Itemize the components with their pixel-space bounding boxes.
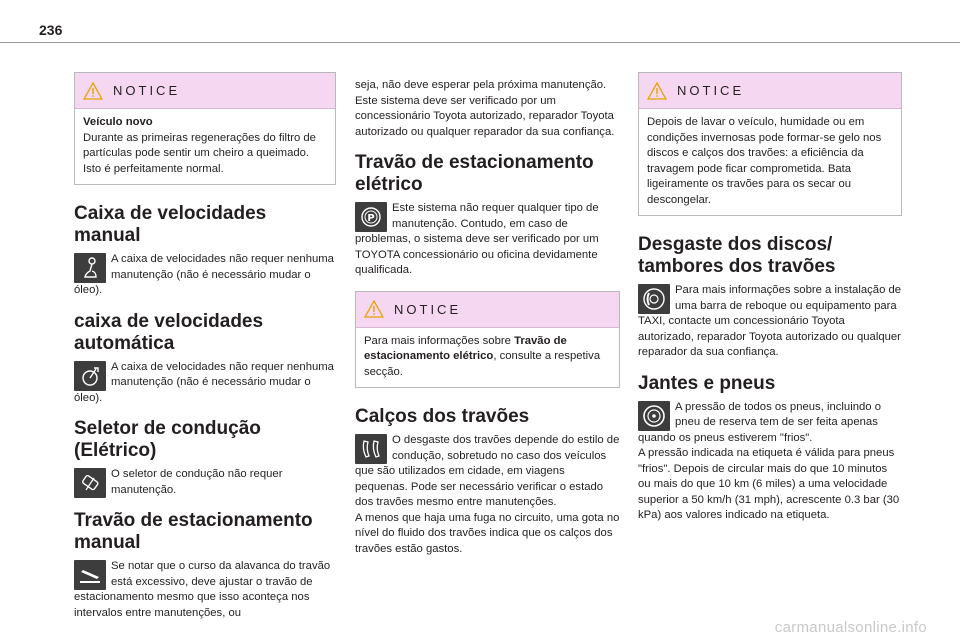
notice-bold: Veículo novo <box>83 116 153 128</box>
section-title: caixa de velocidades automática <box>74 310 264 354</box>
notice-header <box>639 73 901 109</box>
section-text: A caixa de velocidades não requer nenhuma manutenção (não é necessário mudar o óleo). <box>74 360 334 404</box>
notice-text: Depois de lavar o veículo, humidade ou em condições invernosas pode formar-se gelo nos discos e calços dos travões: a eficiência da travagem pode ficar comprometida. Bata ligeiramente os travões para os secar ou descongelar. <box>647 116 882 206</box>
notice-body <box>356 328 619 388</box>
column-3 <box>638 72 902 536</box>
parking-brake-lever-icon <box>74 560 106 590</box>
section-electric-parking-brake <box>355 152 620 279</box>
manual-gearbox-icon <box>74 253 106 283</box>
section-manual-gearbox <box>74 203 336 299</box>
drive-selector-icon <box>74 468 106 498</box>
warning-icon <box>647 82 667 100</box>
warning-icon <box>83 82 103 100</box>
notice-text-pre: Para mais informações sobre <box>364 334 515 347</box>
notice-bold: Travão de estacionamento elétrico <box>364 334 567 362</box>
notice-title: NOTICE <box>677 83 745 98</box>
section-text: A pressão de todos os pneus, incluindo o pneu de reserva tem de ser feita apenas quando os pneus estiverem "frios". <box>638 400 881 444</box>
notice-box <box>74 72 336 185</box>
warning-icon <box>364 300 384 318</box>
section-title: Calços dos travões <box>355 406 530 427</box>
svg-text:P: P <box>367 213 375 224</box>
section-title: Jantes e pneus <box>638 372 776 394</box>
section-title: Seletor de condução (Elétrico) <box>74 418 261 461</box>
notice-box <box>355 291 620 389</box>
section-text: Para mais informações sobre a instalação de uma barra de reboque ou equipamento para TAXI, contacte um concessionário Toyota autorizado, reparador Toyota autorizado ou qualquer reparador da sua confiança. <box>638 284 902 358</box>
notice-body <box>75 109 335 184</box>
section-automatic-gearbox <box>74 311 336 407</box>
section-title: Travão de estacionamento elétrico <box>355 152 594 195</box>
section-text: O seletor de condução não requer manutenção. <box>111 468 283 496</box>
continued-text: seja, não deve esperar pela próxima manutenção. <box>355 79 607 91</box>
section-title: Desgaste dos discos/ tambores dos travões <box>638 234 836 277</box>
notice-title: NOTICE <box>113 83 181 98</box>
section-text: O desgaste dos travões depende do estilo de condução, sobretudo no caso dos veículos que são utilizados em cidade, em viagens pequenas. Pode ser necessário verificar o estado dos travões mesmo entre manutenções. <box>355 434 620 508</box>
notice-body <box>639 109 901 215</box>
section-brake-pads <box>355 406 620 557</box>
brake-disc-icon <box>638 284 670 314</box>
automatic-gearbox-icon <box>74 361 106 391</box>
section-wheels-tyres <box>638 373 902 524</box>
section-text-2: A pressão indicada na etiqueta é válida para pneus "frios". Depois de circular mais do que 10 minutos ou mais do que 10 km (6 miles) a uma velocidade superior a 50 km/h (31 mph), acrescente 0.3 bar (30 kPa) aos valores indicado na etiqueta. <box>638 447 900 521</box>
section-text: Este sistema não requer qualquer tipo de manutenção. Contudo, em caso de problemas, o sistema deve ser verificado por um TOYOTA concessionário ou oficina devidamente qualificada. <box>355 202 599 276</box>
section-title: Travão de estacionamento manual <box>74 510 313 553</box>
brake-pads-icon <box>355 434 387 464</box>
page-number: 236 <box>39 22 63 38</box>
notice-header <box>75 73 335 109</box>
section-brake-disc-wear <box>638 234 902 361</box>
section-text: Se notar que o curso da alavanca do travão está excessivo, deve ajustar o travão de estacionamento mesmo que isso aconteça nos intervalos entre manutenções, ou <box>74 560 331 619</box>
watermark: carmanualsonline.info <box>774 619 927 636</box>
electric-parking-brake-icon <box>355 202 387 232</box>
section-drive-selector <box>74 418 336 498</box>
section-text: A caixa de velocidades não requer nenhuma manutenção (não é necessário mudar o óleo). <box>74 253 334 296</box>
wheel-tyre-icon <box>638 401 670 431</box>
notice-box <box>638 72 902 216</box>
column-1 <box>74 72 336 633</box>
section-manual-parking-brake <box>74 510 336 621</box>
column-2 <box>355 78 620 569</box>
top-rule <box>0 42 960 43</box>
notice-text: Durante as primeiras regenerações do filtro de partículas pode sentir um cheiro a queimado. Isto é perfeitamente normal. <box>83 131 316 175</box>
notice-text-post: , consulte a respetiva secção. <box>364 350 601 378</box>
notice-header <box>356 292 619 328</box>
section-text-2: A menos que haja uma fuga no circuito, uma gota no nível do fluido dos travões indica que os calços dos travões estão gastos. <box>355 511 620 555</box>
notice-title: NOTICE <box>394 301 462 317</box>
section-title: Caixa de velocidades manual <box>74 203 267 246</box>
continued-text-2: Este sistema deve ser verificado por um concessionário Toyota autorizado, reparador Toyota autorizado ou qualquer reparador da sua confiança. <box>355 94 615 138</box>
